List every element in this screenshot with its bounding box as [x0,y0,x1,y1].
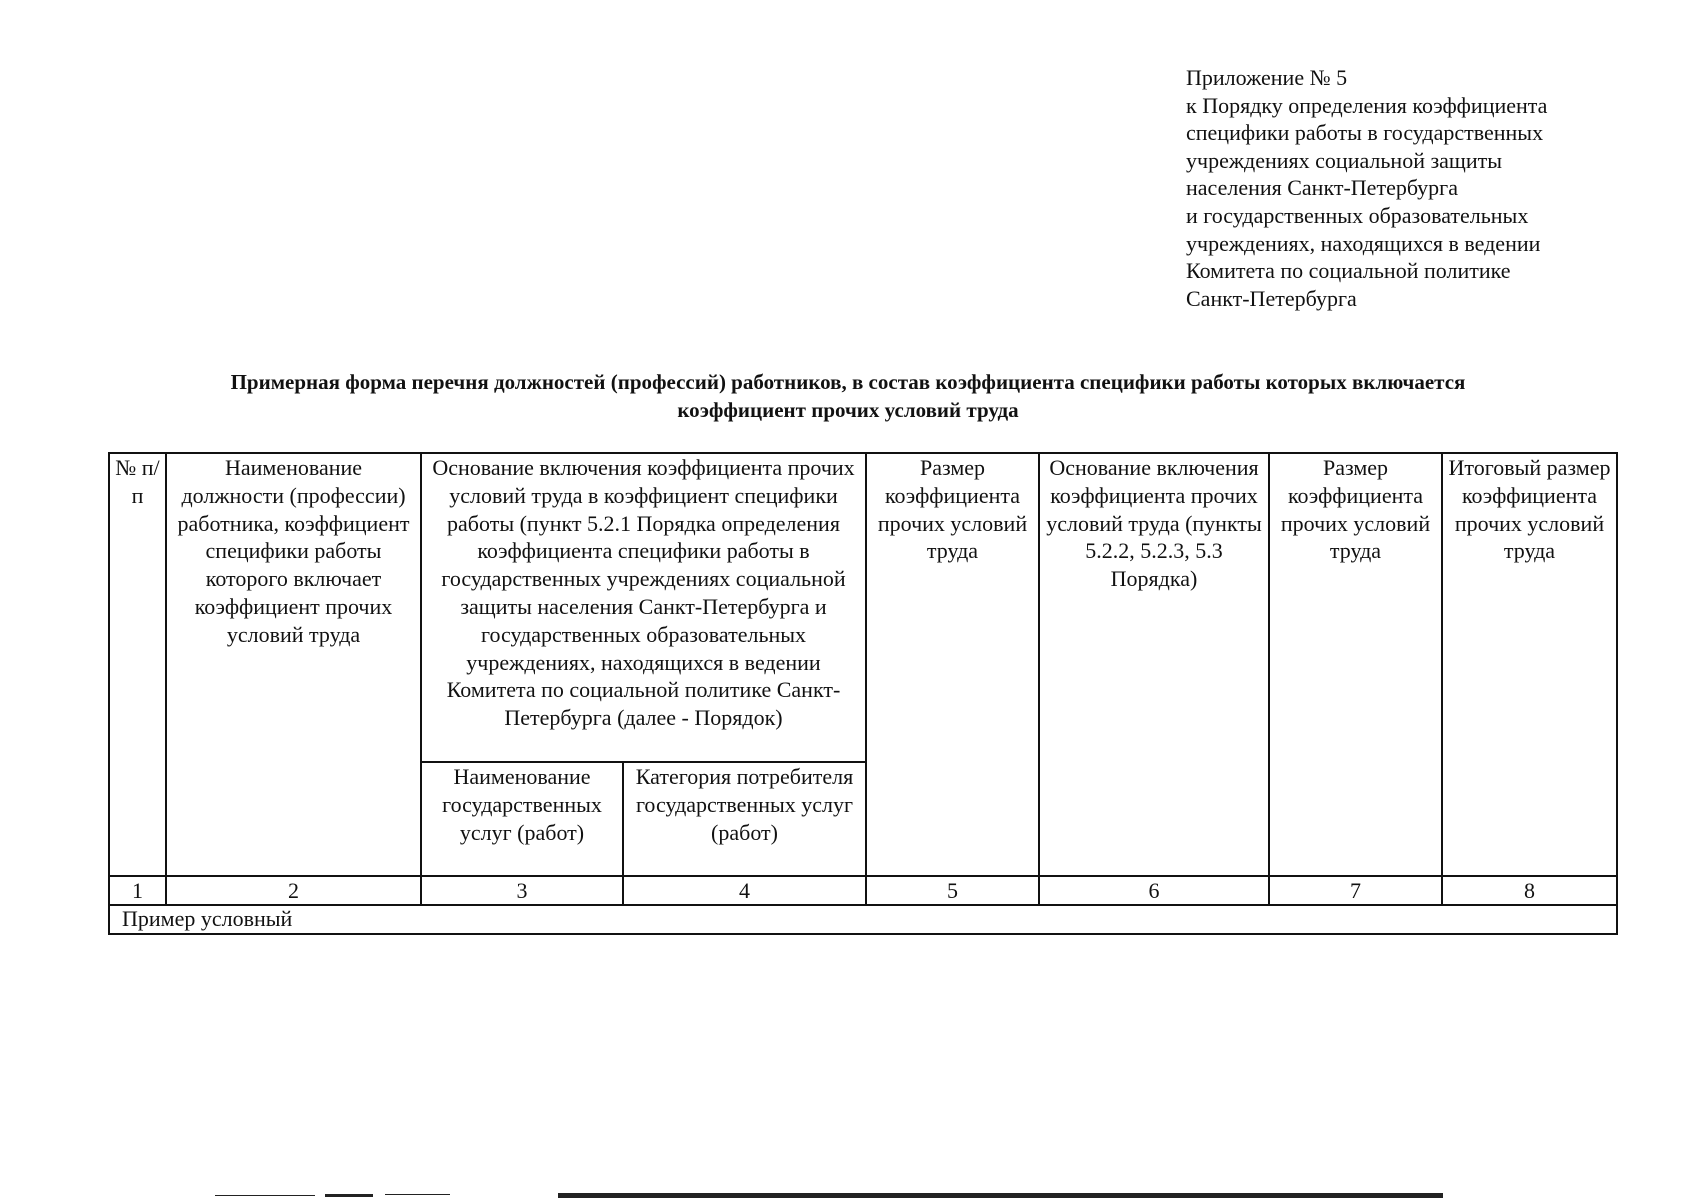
column-number: 6 [1039,876,1269,905]
example-row-label: Пример условный [109,905,1617,934]
annex-line: учреждениях социальной защиты [1186,147,1503,173]
header-row-main [109,453,1617,762]
header-col-position: Наименование должности (профессии) работника, коэффициент специфики работы которого включает коэффициент прочих условий труда [166,453,421,876]
document-title [108,368,1588,424]
annex-line: Комитета по социальной политике [1186,258,1511,284]
example-row [109,905,1617,934]
annex-line: специфики работы в государственных [1186,120,1544,146]
column-number: 2 [166,876,421,905]
header-col-basis-group: Основание включения коэффициента прочих условий труда в коэффициент специфики работы (пункт 5.2.1 Порядка определения коэффициента специфики работы в государственных учреждениях социальной защиты населения Санкт-Петербурга и государственных образовательных учреждениях, находящихся в ведении Комитета по социальной политике Санкт-Петербурга (далее - Порядок) [421,453,866,762]
scan-artifact-line [325,1194,373,1197]
column-number: 8 [1442,876,1617,905]
annex-line: населения Санкт-Петербурга [1186,175,1458,201]
column-number: 1 [109,876,166,905]
annex-line: и государственных образовательных [1186,202,1529,228]
annex-line: Санкт-Петербурга [1186,285,1357,311]
annex-line: учреждениях, находящихся в ведении [1186,230,1541,256]
header-col-consumer-category: Категория потребителя государственных услуг (работ) [623,762,866,876]
column-number: 7 [1269,876,1442,905]
title-line-1: Примерная форма перечня должностей (профессий) работников, в состав коэффициента специфики работы которых включается [230,370,1466,394]
column-number: 3 [421,876,623,905]
header-col-number: № п/п [109,453,166,876]
annex-line: Приложение № 5 [1186,65,1348,90]
annex-header [1186,64,1547,312]
header-col-services: Наименование государственных услуг (работ) [421,762,623,876]
title-line-2: коэффициент прочих условий труда [677,398,1019,422]
header-col-coefficient-size: Размер коэффициента прочих условий труда [866,453,1039,876]
header-col-basis-inclusion: Основание включения коэффициента прочих условий труда (пункты 5.2.2, 5.2.3, 5.3 Порядка) [1039,453,1269,876]
column-number: 4 [623,876,866,905]
annex-line: к Порядку определения коэффициента [1186,92,1548,118]
column-number: 5 [866,876,1039,905]
column-numbers-row [109,876,1617,905]
scan-artifact-line [558,1193,1443,1198]
scan-artifact-line [215,1195,315,1196]
scan-artifact-line [385,1194,450,1195]
header-col-total-size: Итоговый размер коэффициента прочих условий труда [1442,453,1617,876]
positions-form-table [108,452,1618,935]
header-col-coefficient-size-2: Размер коэффициента прочих условий труда [1269,453,1442,876]
